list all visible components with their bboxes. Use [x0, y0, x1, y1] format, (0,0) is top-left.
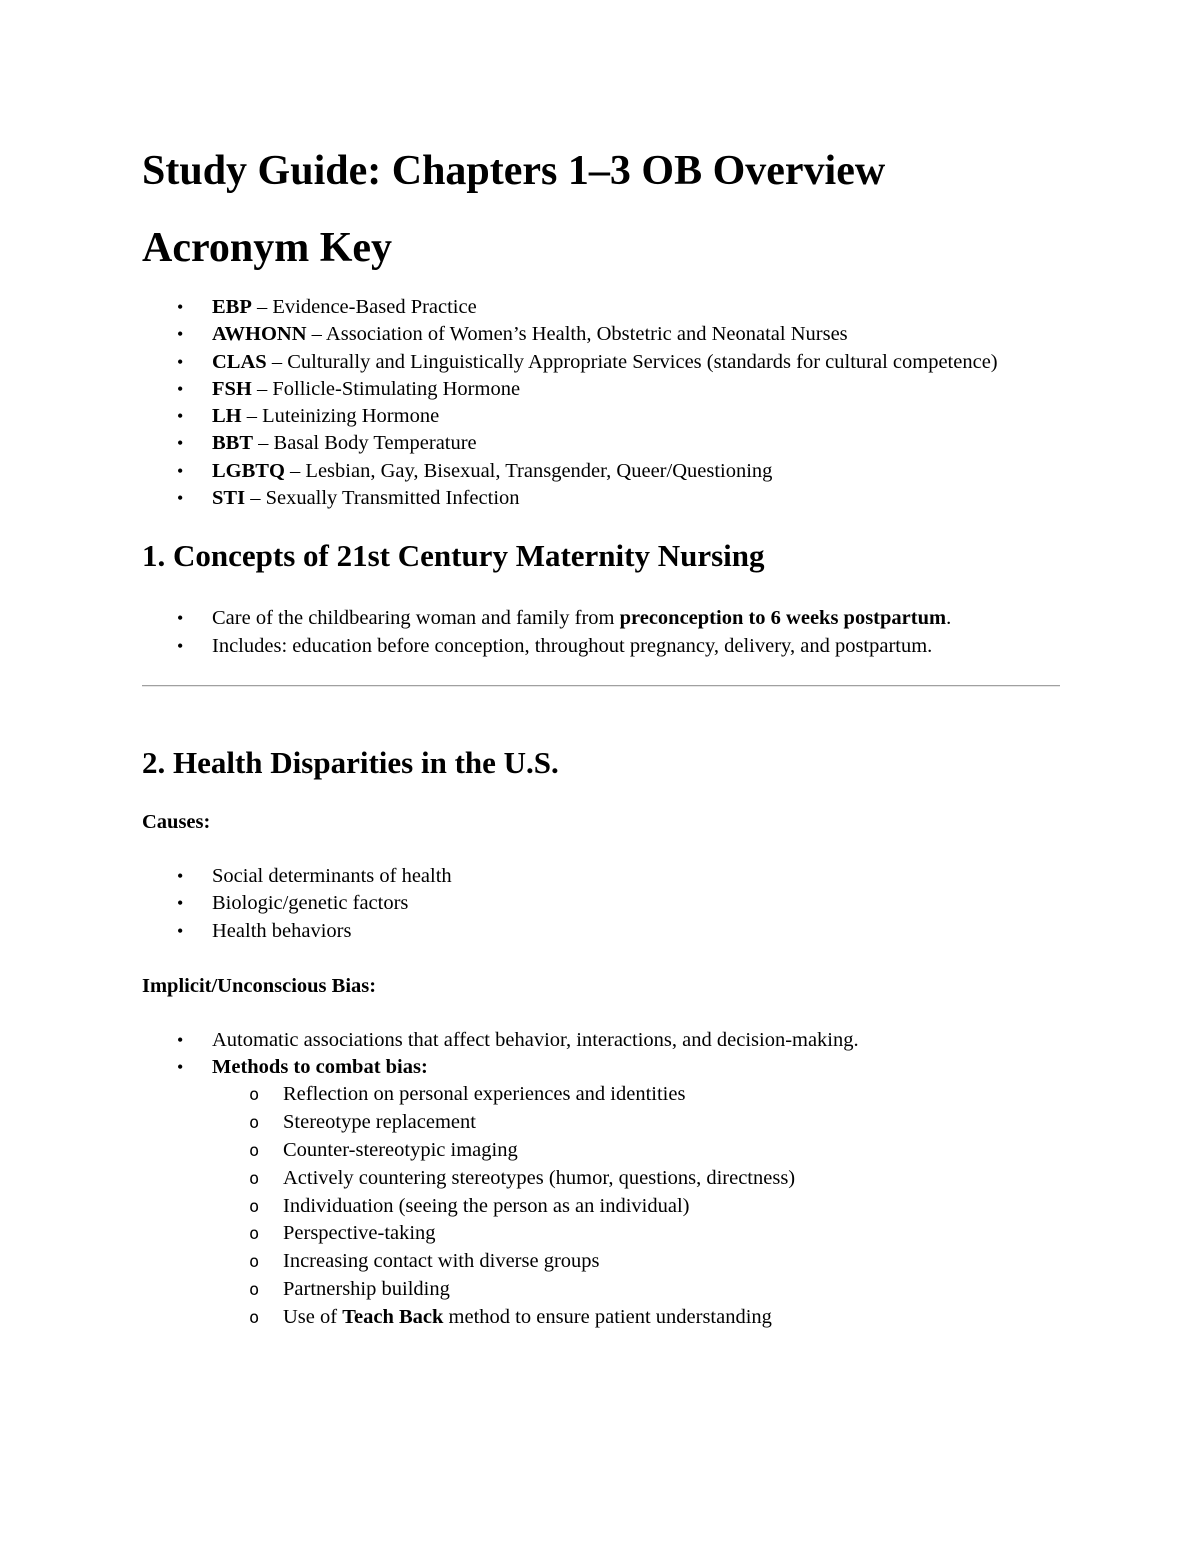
bullet-icon: •	[177, 1057, 184, 1078]
bullet-icon: •	[177, 1029, 184, 1050]
item-text: Use of	[283, 1305, 343, 1328]
circle-bullet-icon: o	[249, 1113, 260, 1134]
bullet-icon: •	[177, 893, 184, 914]
item-text: Reflection on personal experiences and identities	[283, 1083, 686, 1106]
list-item	[142, 485, 1060, 512]
list-item	[142, 1054, 1060, 1081]
acronym-term: LH	[212, 405, 242, 428]
item-text: Biologic/genetic factors	[212, 892, 409, 915]
list-item	[142, 1081, 1060, 1109]
item-text: method to ensure patient understanding	[443, 1305, 772, 1328]
horizontal-rule	[142, 685, 1060, 687]
item-emphasis: Teach Back	[342, 1305, 444, 1328]
item-text: Automatic associations that affect behavior, interactions, and decision-making.	[212, 1028, 859, 1051]
acronym-definition: Association of Women’s Health, Obstetric and Neonatal Nurses	[325, 323, 848, 346]
circle-bullet-icon: o	[249, 1280, 260, 1301]
acronym-separator: –	[266, 350, 288, 373]
list-item	[142, 918, 1060, 945]
acronym-separator: –	[251, 377, 273, 400]
acronym-definition: Lesbian, Gay, Bisexual, Transgender, Queer/Questioning	[305, 459, 773, 482]
acronym-definition: Culturally and Linguistically Appropriate Services (standards for cultural competence)	[287, 350, 998, 373]
list-item	[142, 403, 1060, 430]
list-item	[142, 1165, 1060, 1193]
list-item	[142, 458, 1060, 485]
list-item	[142, 605, 1060, 632]
methods-label: Methods to combat bias:	[212, 1056, 428, 1079]
list-item	[142, 1220, 1060, 1248]
bullet-icon: •	[177, 865, 184, 886]
acronym-term: STI	[212, 487, 246, 510]
acronym-term: EBP	[212, 296, 252, 318]
item-text: Includes: education before conception, throughout pregnancy, delivery, and postpartum.	[212, 634, 933, 657]
document-title: Study Guide: Chapters 1–3 OB Overview	[142, 148, 886, 194]
acronym-separator: –	[251, 296, 273, 318]
item-emphasis: preconception to 6 weeks postpartum	[619, 607, 947, 630]
bullet-icon: •	[177, 635, 184, 656]
document-page	[142, 138, 1060, 1332]
item-text: Social determinants of health	[212, 864, 452, 887]
bullet-icon: •	[177, 608, 184, 629]
list-item	[142, 1248, 1060, 1276]
item-text: Partnership building	[283, 1278, 450, 1301]
item-text: Perspective-taking	[283, 1222, 436, 1245]
bias-label: Implicit/Unconscious Bias:	[142, 974, 377, 997]
circle-bullet-icon: o	[249, 1141, 260, 1162]
bias-list	[142, 1027, 1060, 1082]
causes-list	[142, 863, 1060, 945]
circle-bullet-icon: o	[249, 1168, 260, 1189]
bullet-icon: •	[177, 351, 184, 372]
methods-list	[142, 1081, 1060, 1331]
item-text: Health behaviors	[212, 919, 352, 942]
list-item	[142, 890, 1060, 917]
bullet-icon: •	[177, 297, 184, 317]
acronym-term: BBT	[212, 432, 254, 455]
list-item	[142, 1304, 1060, 1332]
section-1-heading: 1. Concepts of 21st Century Maternity Nursing	[142, 538, 765, 574]
bullet-icon: •	[177, 488, 184, 509]
acronym-definition: Sexually Transmitted Infection	[265, 487, 520, 510]
item-text: Actively countering stereotypes (humor, questions, directness)	[283, 1166, 796, 1189]
list-item	[142, 1276, 1060, 1304]
bullet-icon: •	[177, 324, 184, 345]
acronym-separator: –	[284, 459, 306, 482]
list-item	[142, 1027, 1060, 1054]
list-item	[142, 321, 1060, 348]
circle-bullet-icon: o	[249, 1252, 260, 1273]
bullet-icon: •	[177, 920, 184, 941]
circle-bullet-icon: o	[249, 1224, 260, 1245]
list-item	[142, 863, 1060, 890]
bullet-icon: •	[177, 378, 184, 399]
acronym-key-heading: Acronym Key	[142, 225, 393, 271]
list-item	[142, 430, 1060, 457]
list-item	[142, 1137, 1060, 1165]
list-item	[142, 376, 1060, 403]
acronym-term: CLAS	[212, 350, 267, 373]
acronym-term: LGBTQ	[212, 459, 285, 482]
list-item	[142, 633, 1060, 660]
acronym-definition: Luteinizing Hormone	[262, 405, 440, 428]
circle-bullet-icon: o	[249, 1196, 260, 1217]
bullet-icon: •	[177, 433, 184, 454]
acronym-term: FSH	[212, 377, 252, 400]
item-text: Increasing contact with diverse groups	[283, 1250, 600, 1273]
item-text: Counter-stereotypic imaging	[283, 1139, 518, 1162]
acronym-separator: –	[306, 323, 326, 346]
acronym-separator: –	[253, 432, 274, 455]
item-text: Care of the childbearing woman and family from	[212, 607, 620, 630]
bullet-icon: •	[177, 460, 184, 481]
bullet-icon: •	[177, 406, 184, 427]
section-2-heading: 2. Health Disparities in the U.S.	[142, 744, 559, 780]
section-1-list	[142, 605, 1060, 660]
acronym-list	[142, 294, 1060, 512]
item-text: .	[946, 607, 952, 630]
list-item	[142, 1109, 1060, 1137]
list-item	[142, 294, 1060, 321]
circle-bullet-icon: o	[249, 1307, 260, 1328]
acronym-separator: –	[245, 487, 266, 510]
acronym-definition: Evidence-Based Practice	[272, 296, 477, 318]
item-text: Stereotype replacement	[283, 1111, 476, 1134]
item-text: Individuation (seeing the person as an individual)	[283, 1194, 690, 1217]
circle-bullet-icon: o	[249, 1085, 260, 1106]
list-item	[142, 349, 1060, 376]
acronym-term: AWHONN	[212, 323, 307, 346]
causes-label: Causes:	[142, 810, 211, 833]
acronym-definition: Basal Body Temperature	[273, 432, 477, 455]
list-item	[142, 1193, 1060, 1221]
acronym-definition: Follicle-Stimulating Hormone	[272, 377, 521, 400]
acronym-separator: –	[241, 405, 263, 428]
